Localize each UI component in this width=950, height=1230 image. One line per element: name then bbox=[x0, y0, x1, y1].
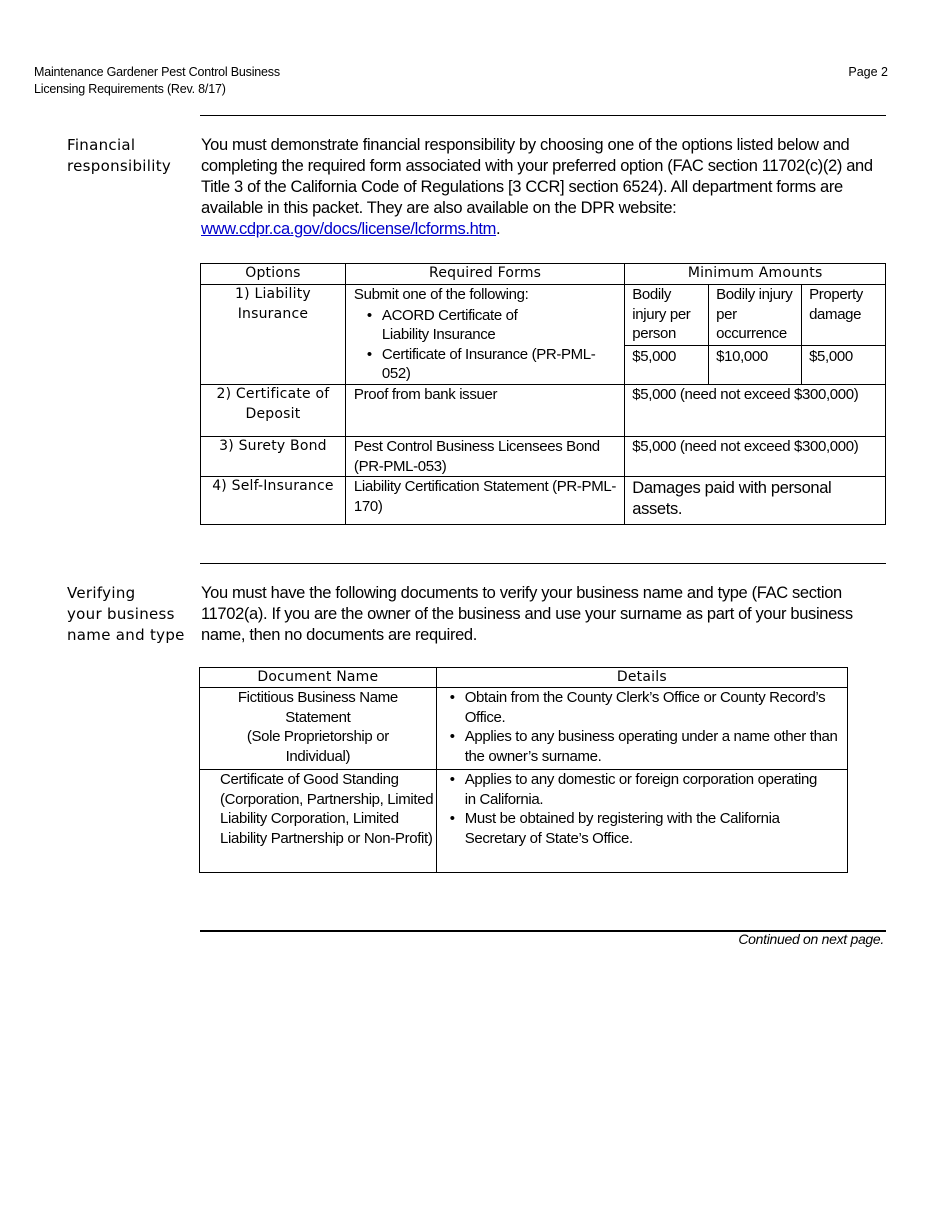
business-documents-table bbox=[199, 667, 848, 873]
subheader-bodily-occurrence: Bodily injury per occurrence bbox=[709, 285, 802, 346]
amount-bodily-person: $5,000 bbox=[625, 346, 709, 385]
financial-options-table bbox=[200, 263, 886, 525]
financial-heading-line2: responsibility bbox=[67, 157, 172, 175]
column-header-required-forms: Required Forms bbox=[345, 264, 624, 285]
table-header-row bbox=[200, 668, 848, 688]
option-liability-insurance: 1) Liability Insurance bbox=[201, 285, 346, 385]
financial-paragraph-end: . bbox=[496, 220, 501, 238]
list-item: • Obtain from the County Clerk’s Office or County Record’s Office. bbox=[437, 688, 839, 727]
list-item: • Certificate of Insurance (PR-PML-052) bbox=[354, 345, 616, 384]
forms-list bbox=[354, 306, 616, 384]
document-name-line2: (Sole Proprietorship or Individual) bbox=[246, 728, 389, 765]
financial-paragraph-text: You must demonstrate financial responsibility by choosing one of the options listed below and completing the required form associated with your preferred option (FAC section 11702(c)(2) and Title 3 of the California Code of Regulations [3 CCR] section 6524). All department forms are available in this packet. They are also available on the DPR website: bbox=[201, 136, 873, 217]
column-header-options: Options bbox=[201, 264, 346, 285]
details-certificate-good-standing bbox=[436, 770, 847, 873]
list-item: • Must be obtained by registering with the California Secretary of State’s Office. bbox=[437, 809, 827, 848]
header-title-line1: Maintenance Gardener Pest Control Business bbox=[34, 65, 280, 79]
table-header-row bbox=[201, 264, 886, 285]
details-fictitious-business-name bbox=[436, 688, 847, 770]
subheader-property-damage: Property damage bbox=[802, 285, 886, 346]
amount-self-insurance: Damages paid with personal assets. bbox=[625, 477, 886, 525]
table-row bbox=[200, 770, 848, 873]
column-header-details: Details bbox=[436, 668, 847, 688]
continued-note: Continued on next page. bbox=[738, 931, 884, 947]
forms-certificate-of-deposit: Proof from bank issuer bbox=[345, 385, 624, 437]
option-certificate-of-deposit: 2) Certificate of Deposit bbox=[201, 385, 346, 437]
forms-liability-insurance bbox=[345, 285, 624, 385]
verifying-paragraph: You must have the following documents to verify your business name and type (FAC section 11702(a). If you are the owner of the business and use your surname as part of your business name, then no documents are required. bbox=[201, 584, 853, 644]
list-item: • Applies to any domestic or foreign corporation operating in California. bbox=[437, 770, 827, 809]
page-number: Page 2 bbox=[848, 65, 888, 79]
verifying-heading bbox=[67, 583, 185, 646]
dpr-forms-link[interactable]: www.cdpr.ca.gov/docs/license/lcforms.htm bbox=[201, 220, 497, 238]
financial-heading-line1: Financial bbox=[67, 136, 136, 154]
document-certificate-good-standing: Certificate of Good Standing (Corporation, Partnership, Limited Liability Corporation, Limited Liability Partnership or Non-Profit) bbox=[200, 770, 437, 873]
header-title-line2: Licensing Requirements (Rev. 8/17) bbox=[34, 82, 226, 96]
financial-paragraph bbox=[201, 135, 889, 240]
section-divider bbox=[200, 563, 886, 564]
list-item: • ACORD Certificate of Liability Insurance bbox=[354, 306, 616, 345]
column-header-document-name: Document Name bbox=[200, 668, 437, 688]
financial-heading bbox=[67, 135, 171, 177]
subheader-bodily-person: Bodily injury per person bbox=[625, 285, 709, 346]
table-row bbox=[200, 688, 848, 770]
forms-intro: Submit one of the following: bbox=[353, 286, 529, 303]
table-row bbox=[201, 477, 886, 525]
amount-certificate-of-deposit: $5,000 (need not exceed $300,000) bbox=[625, 385, 886, 437]
document-name-line1: Fictitious Business Name Statement bbox=[237, 689, 398, 726]
document-fictitious-business-name bbox=[200, 688, 437, 770]
details-list bbox=[437, 770, 827, 848]
section-divider bbox=[200, 115, 886, 116]
verifying-heading-line3: name and type bbox=[67, 626, 185, 644]
forms-surety-bond: Pest Control Business Licensees Bond (PR-PML-053) bbox=[345, 437, 624, 477]
column-header-minimum-amounts: Minimum Amounts bbox=[625, 264, 886, 285]
amount-bodily-occurrence: $10,000 bbox=[709, 346, 802, 385]
list-item: • Applies to any business operating under a name other than the owner’s surname. bbox=[437, 727, 839, 766]
details-list bbox=[437, 688, 839, 766]
verifying-heading-line2: your business bbox=[67, 605, 175, 623]
verifying-heading-line1: Verifying bbox=[67, 584, 136, 602]
forms-self-insurance: Liability Certification Statement (PR-PML-170) bbox=[345, 477, 624, 525]
amount-surety-bond: $5,000 (need not exceed $300,000) bbox=[625, 437, 886, 477]
table-row bbox=[201, 437, 886, 477]
table-row bbox=[201, 385, 886, 437]
amount-property-damage: $5,000 bbox=[802, 346, 886, 385]
option-surety-bond: 3) Surety Bond bbox=[201, 437, 346, 477]
document-header bbox=[34, 64, 280, 98]
option-self-insurance: 4) Self-Insurance bbox=[201, 477, 346, 525]
table-row bbox=[201, 285, 886, 346]
